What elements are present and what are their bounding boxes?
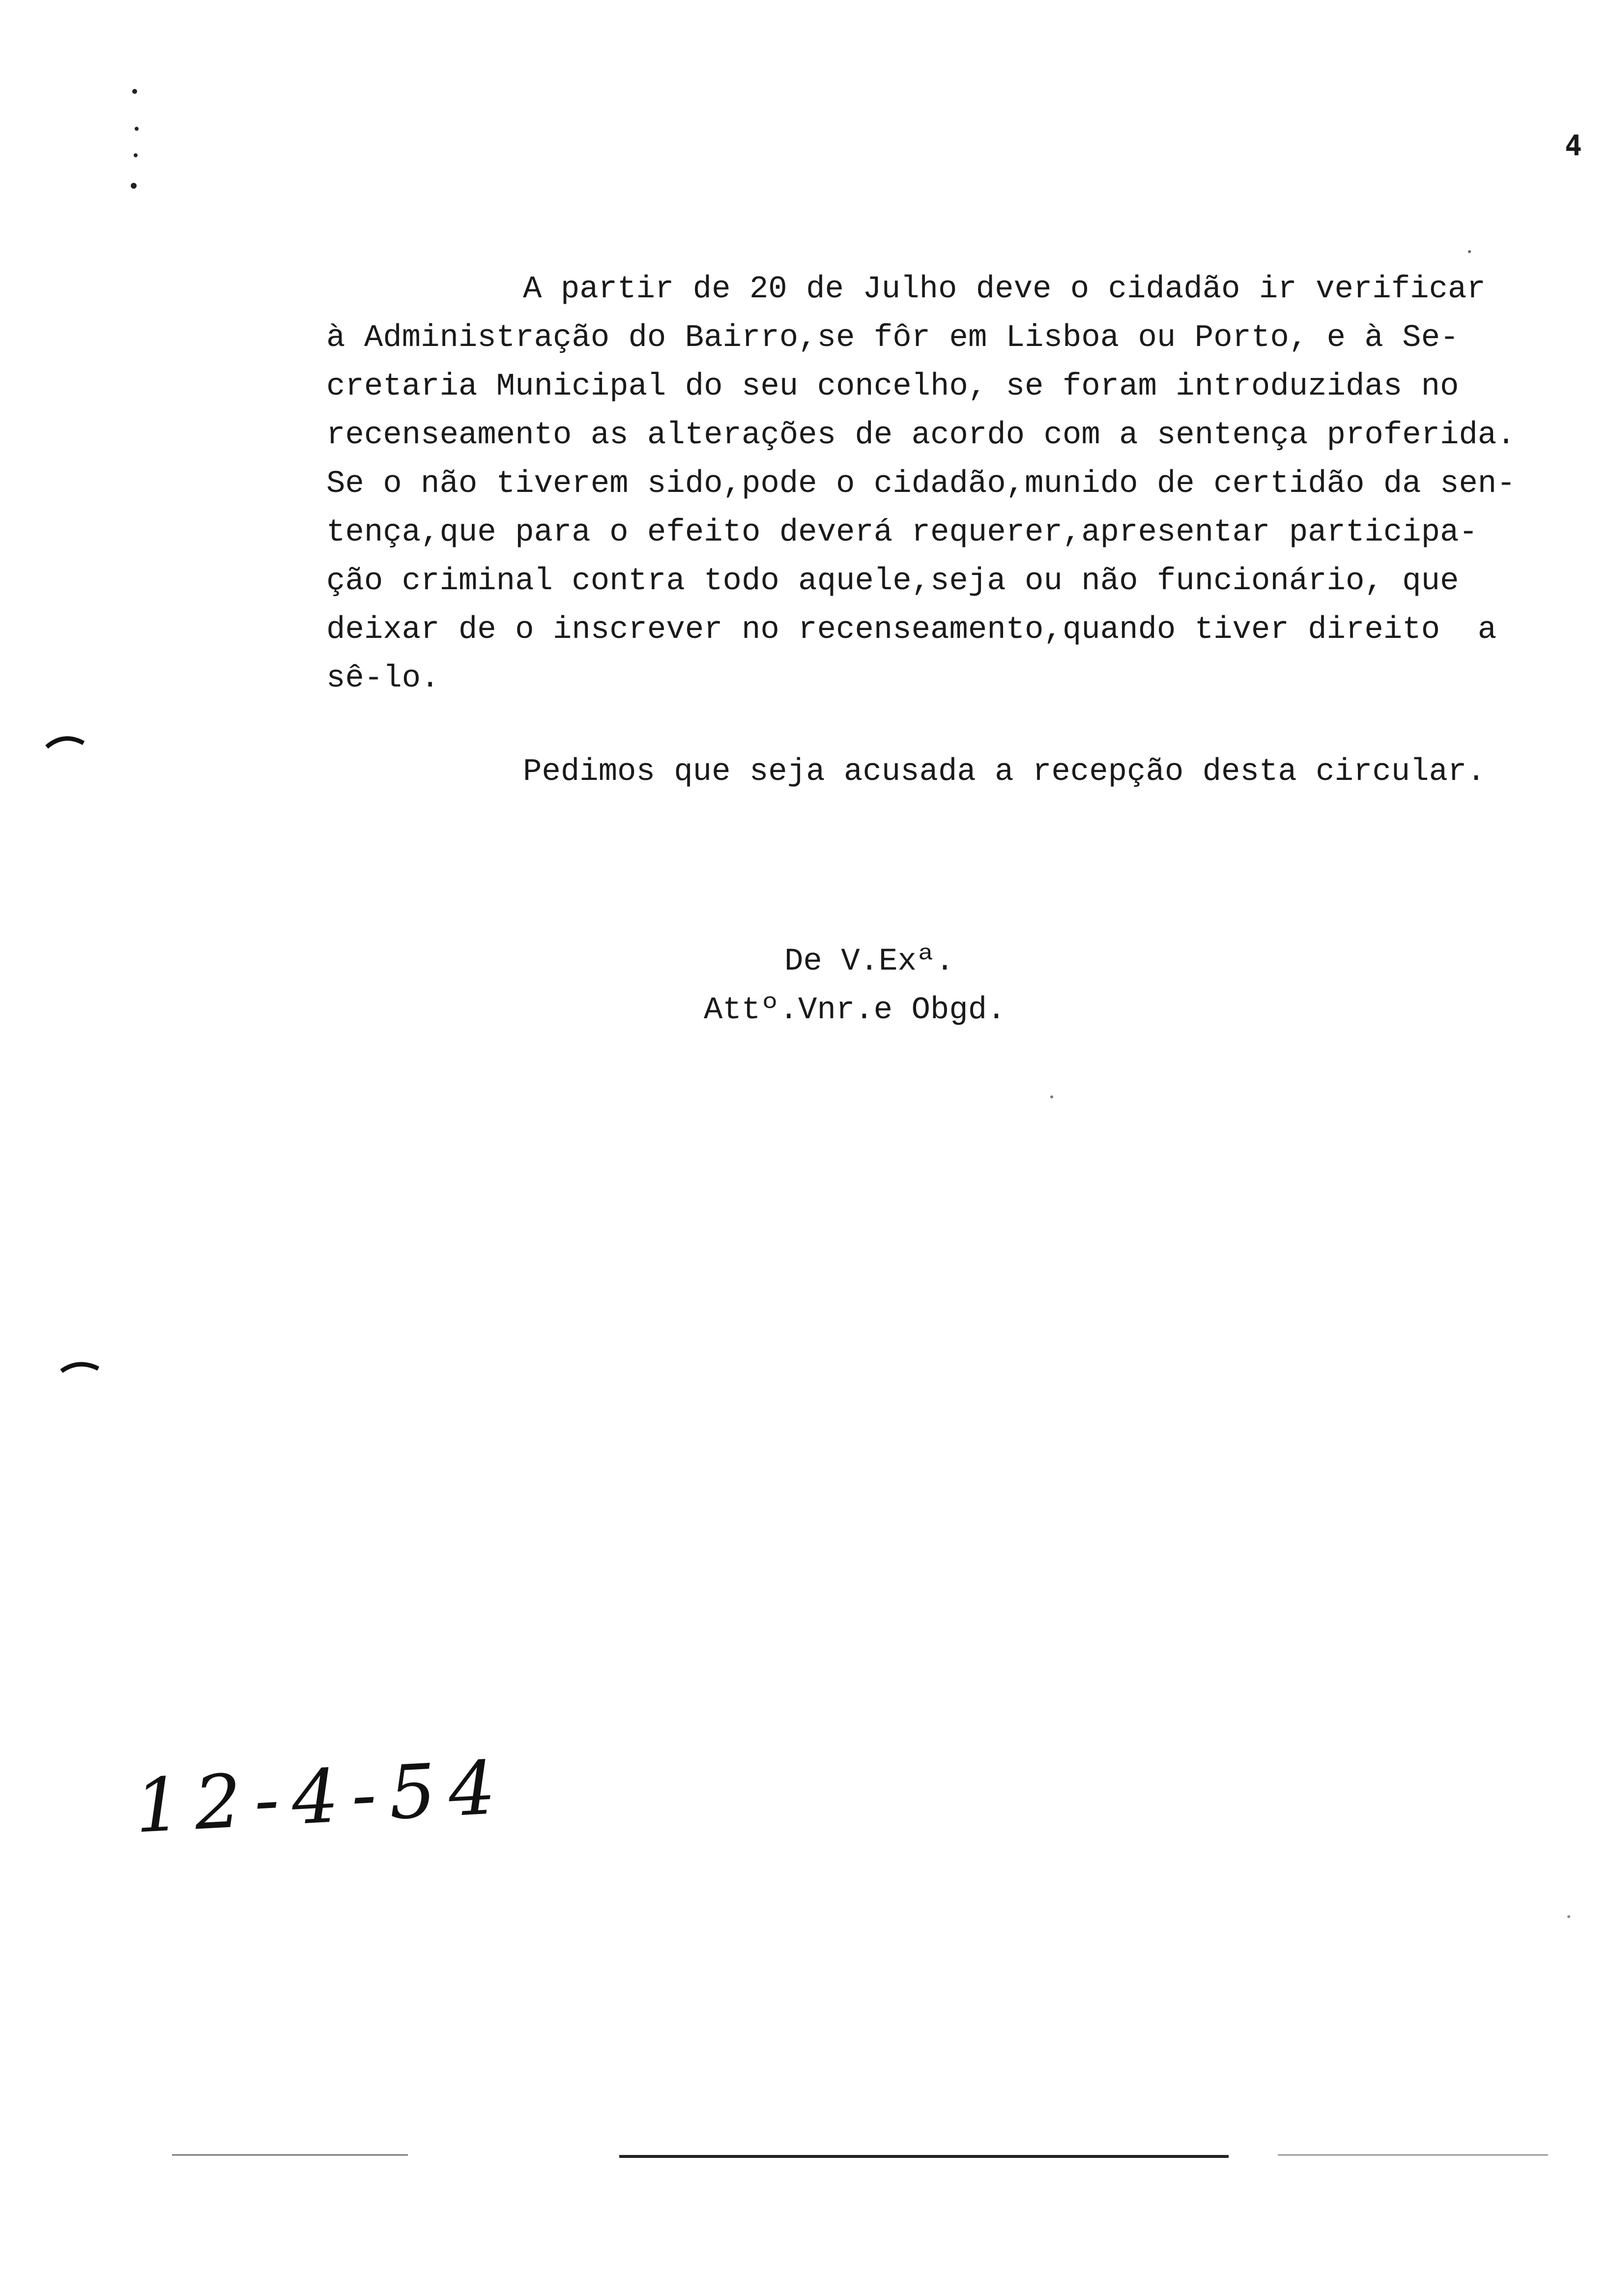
closing-signature-line: Attº.Vnr.e Obgd.: [704, 993, 1006, 1028]
page-number: 4: [1565, 129, 1582, 162]
punch-hole-mark: [47, 739, 84, 747]
letter-body: [326, 265, 1545, 797]
scan-dot: [1050, 1095, 1053, 1098]
scan-dot: [132, 89, 137, 94]
body-line: tença,que para o efeito deverá requerer,apresentar participa-: [326, 515, 1478, 550]
body-line: deixar de o inscrever no recenseamento,quando tiver direito a: [326, 612, 1497, 648]
scan-dot: [1468, 250, 1471, 253]
body-line: à Administração do Bairro,se fôr em Lisboa ou Porto, e à Se-: [326, 320, 1459, 356]
body-line: Pedimos que seja acusada a recepção desta circular.: [523, 754, 1486, 790]
paragraph-spacer: [326, 703, 1545, 748]
body-line: recenseamento as alterações de acordo com a sentença proferida.: [326, 418, 1516, 453]
scan-dot: [134, 153, 138, 157]
handwritten-date: 12-4-54: [133, 1745, 511, 1850]
punch-hole-mark: [61, 1364, 98, 1371]
scan-dot: [1567, 1915, 1570, 1918]
body-line: sê-lo.: [326, 661, 440, 696]
closing-salutation: De V.Exª.: [784, 944, 954, 979]
body-line: A partir de 20 de Julho deve o cidadão ir verificar: [523, 272, 1486, 307]
body-line: Se o não tiverem sido,pode o cidadão,munido de certidão da sen-: [326, 466, 1516, 502]
body-line: cretaria Municipal do seu concelho, se foram introduzidas no: [326, 369, 1459, 404]
scan-dot: [131, 183, 137, 189]
body-line: ção criminal contra todo aquele,seja ou não funcionário, que: [326, 564, 1459, 599]
scan-dot: [135, 127, 139, 131]
